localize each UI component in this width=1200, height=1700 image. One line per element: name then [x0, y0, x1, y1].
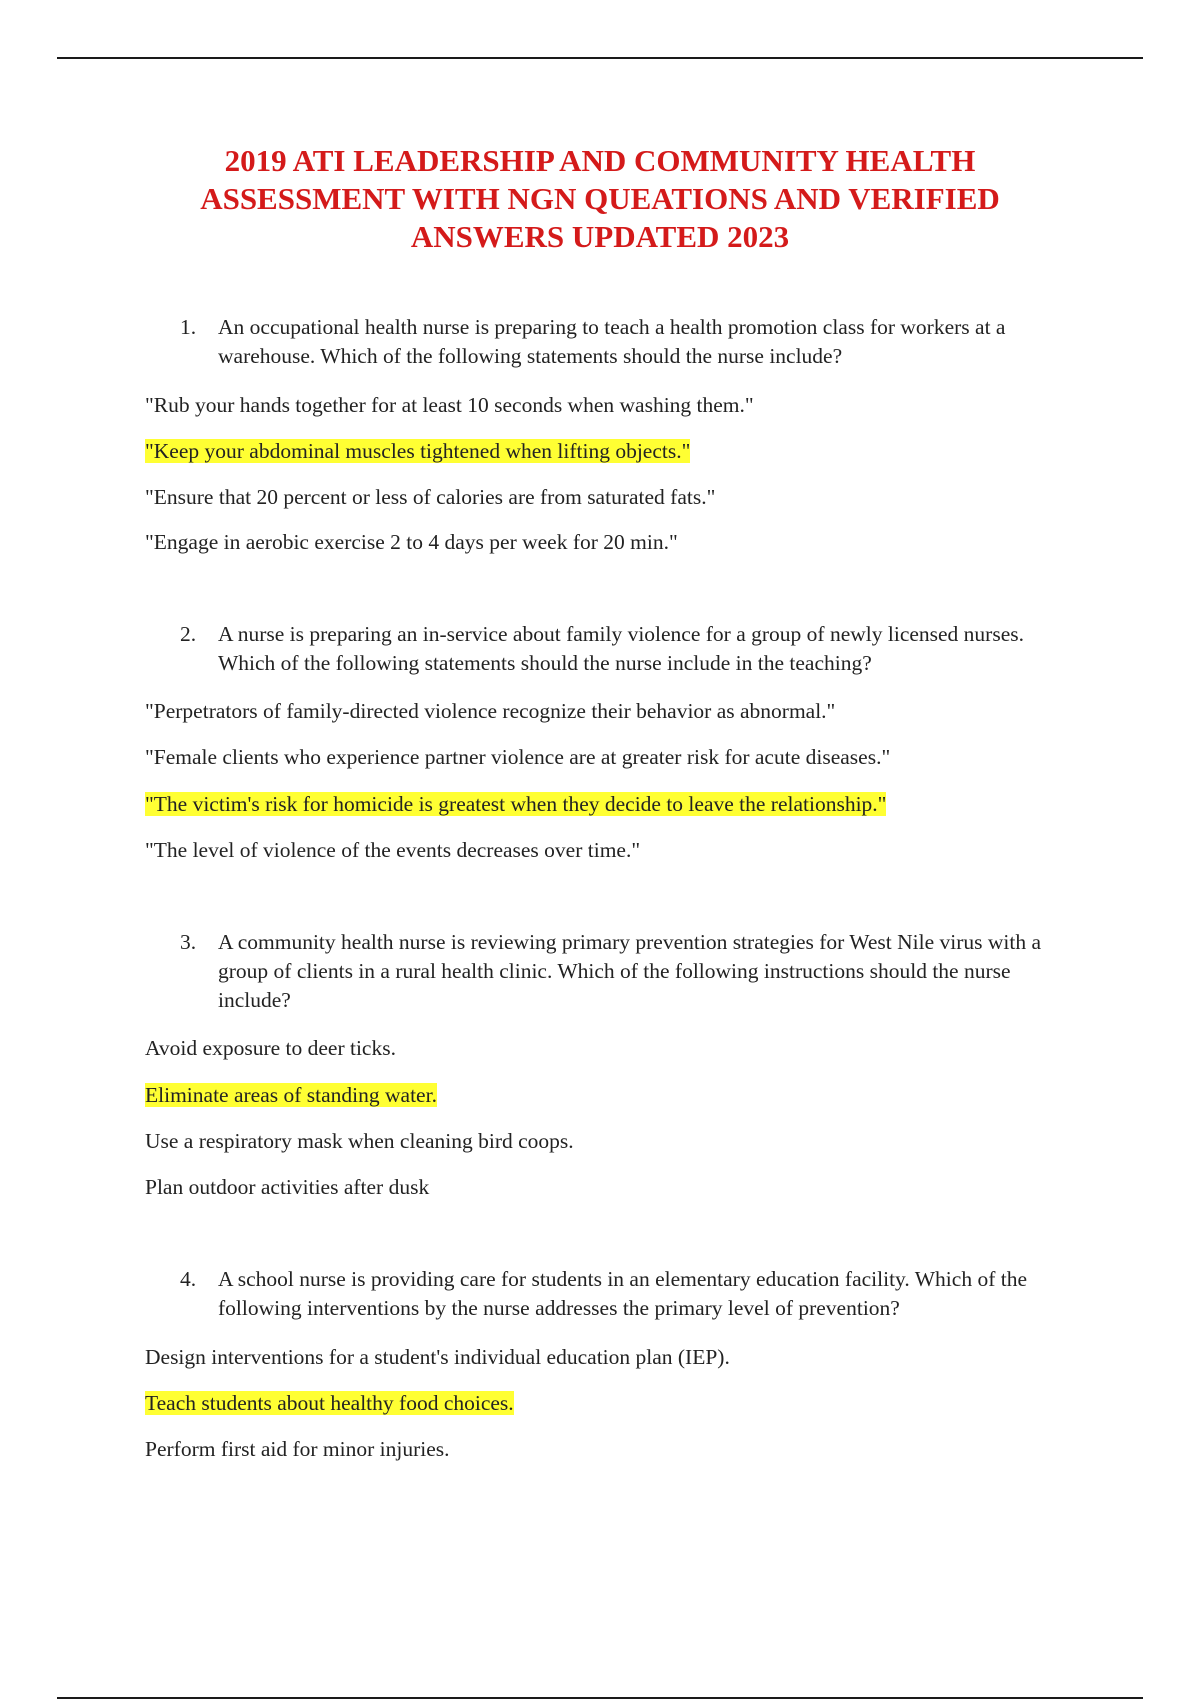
answer-option [145, 483, 715, 511]
answer-option [145, 1034, 396, 1062]
answer-option [145, 1343, 730, 1371]
answer-option [145, 1127, 574, 1155]
answer-option [145, 391, 754, 419]
option-text: Keep your abdominal muscles tightened when lifting objects." [153, 439, 691, 463]
option-text: Use a respiratory mask when cleaning bird coops. [145, 1129, 574, 1153]
option-text: Avoid exposure to deer ticks. [145, 1036, 396, 1060]
option-text: "Ensure that 20 percent or less of calories are from saturated fats." [145, 485, 716, 509]
answer-option [145, 743, 890, 771]
option-text: Design interventions for a student's individual education plan (IEP). [145, 1345, 730, 1369]
question-number: 3. [180, 930, 197, 954]
question-number: 4. [180, 1267, 197, 1291]
question-4 [180, 1265, 1085, 1323]
top-rule [57, 57, 1143, 59]
option-text: Perform first aid for minor injuries. [145, 1437, 450, 1461]
question-2 [180, 620, 1085, 678]
option-prefix: " [145, 439, 154, 463]
answer-option-correct [145, 437, 690, 465]
option-text: "Female clients who experience partner violence are at greater risk for acute diseases." [145, 745, 891, 769]
option-text: The victim's risk for homicide is greatest when they decide to leave the relationship." [153, 792, 887, 816]
question-number: 1. [180, 315, 197, 339]
question-3 [180, 928, 1085, 1015]
option-prefix: " [145, 792, 154, 816]
answer-option [145, 697, 835, 725]
option-text: "Perpetrators of family-directed violence recognize their behavior as abnormal." [145, 699, 836, 723]
option-text: Teach students about healthy food choices. [145, 1391, 514, 1415]
option-text: Eliminate areas of standing water. [145, 1083, 437, 1107]
question-text: A community health nurse is reviewing primary prevention strategies for West Nile virus with a group of clients in a rural health clinic. Which of the following instructions should the nurse include? [218, 930, 1042, 1012]
answer-option [145, 528, 678, 556]
document-title [150, 142, 1050, 256]
answer-option [145, 1173, 429, 1201]
question-1 [180, 313, 1085, 371]
title-line-1: 2019 ATI LEADERSHIP AND COMMUNITY HEALTH [224, 143, 976, 178]
question-text: An occupational health nurse is preparing to teach a health promotion class for workers at a warehouse. Which of the following statements should the nurse include? [218, 315, 1006, 368]
option-text: "Engage in aerobic exercise 2 to 4 days per week for 20 min." [145, 530, 678, 554]
answer-option-correct [145, 1081, 437, 1109]
answer-option-correct [145, 1389, 514, 1417]
title-line-2: ASSESSMENT WITH NGN QUEATIONS AND VERIFIED [200, 181, 1000, 216]
question-number: 2. [180, 622, 197, 646]
question-text: A school nurse is providing care for students in an elementary education facility. Which of the following interventions by the nurse addresses the primary level of prevention? [218, 1267, 1028, 1320]
answer-option [145, 836, 640, 864]
option-text: "Rub your hands together for at least 10 seconds when washing them." [145, 393, 754, 417]
option-text: Plan outdoor activities after dusk [145, 1175, 430, 1199]
answer-option [145, 1435, 450, 1463]
answer-option-correct [145, 790, 886, 818]
bottom-rule [57, 1697, 1143, 1699]
option-text: "The level of violence of the events decreases over time." [145, 838, 641, 862]
question-text: A nurse is preparing an in-service about family violence for a group of newly licensed nurses. Which of the following statements should the nurse include in the teaching? [218, 622, 1024, 675]
title-line-3: ANSWERS UPDATED 2023 [410, 219, 790, 254]
